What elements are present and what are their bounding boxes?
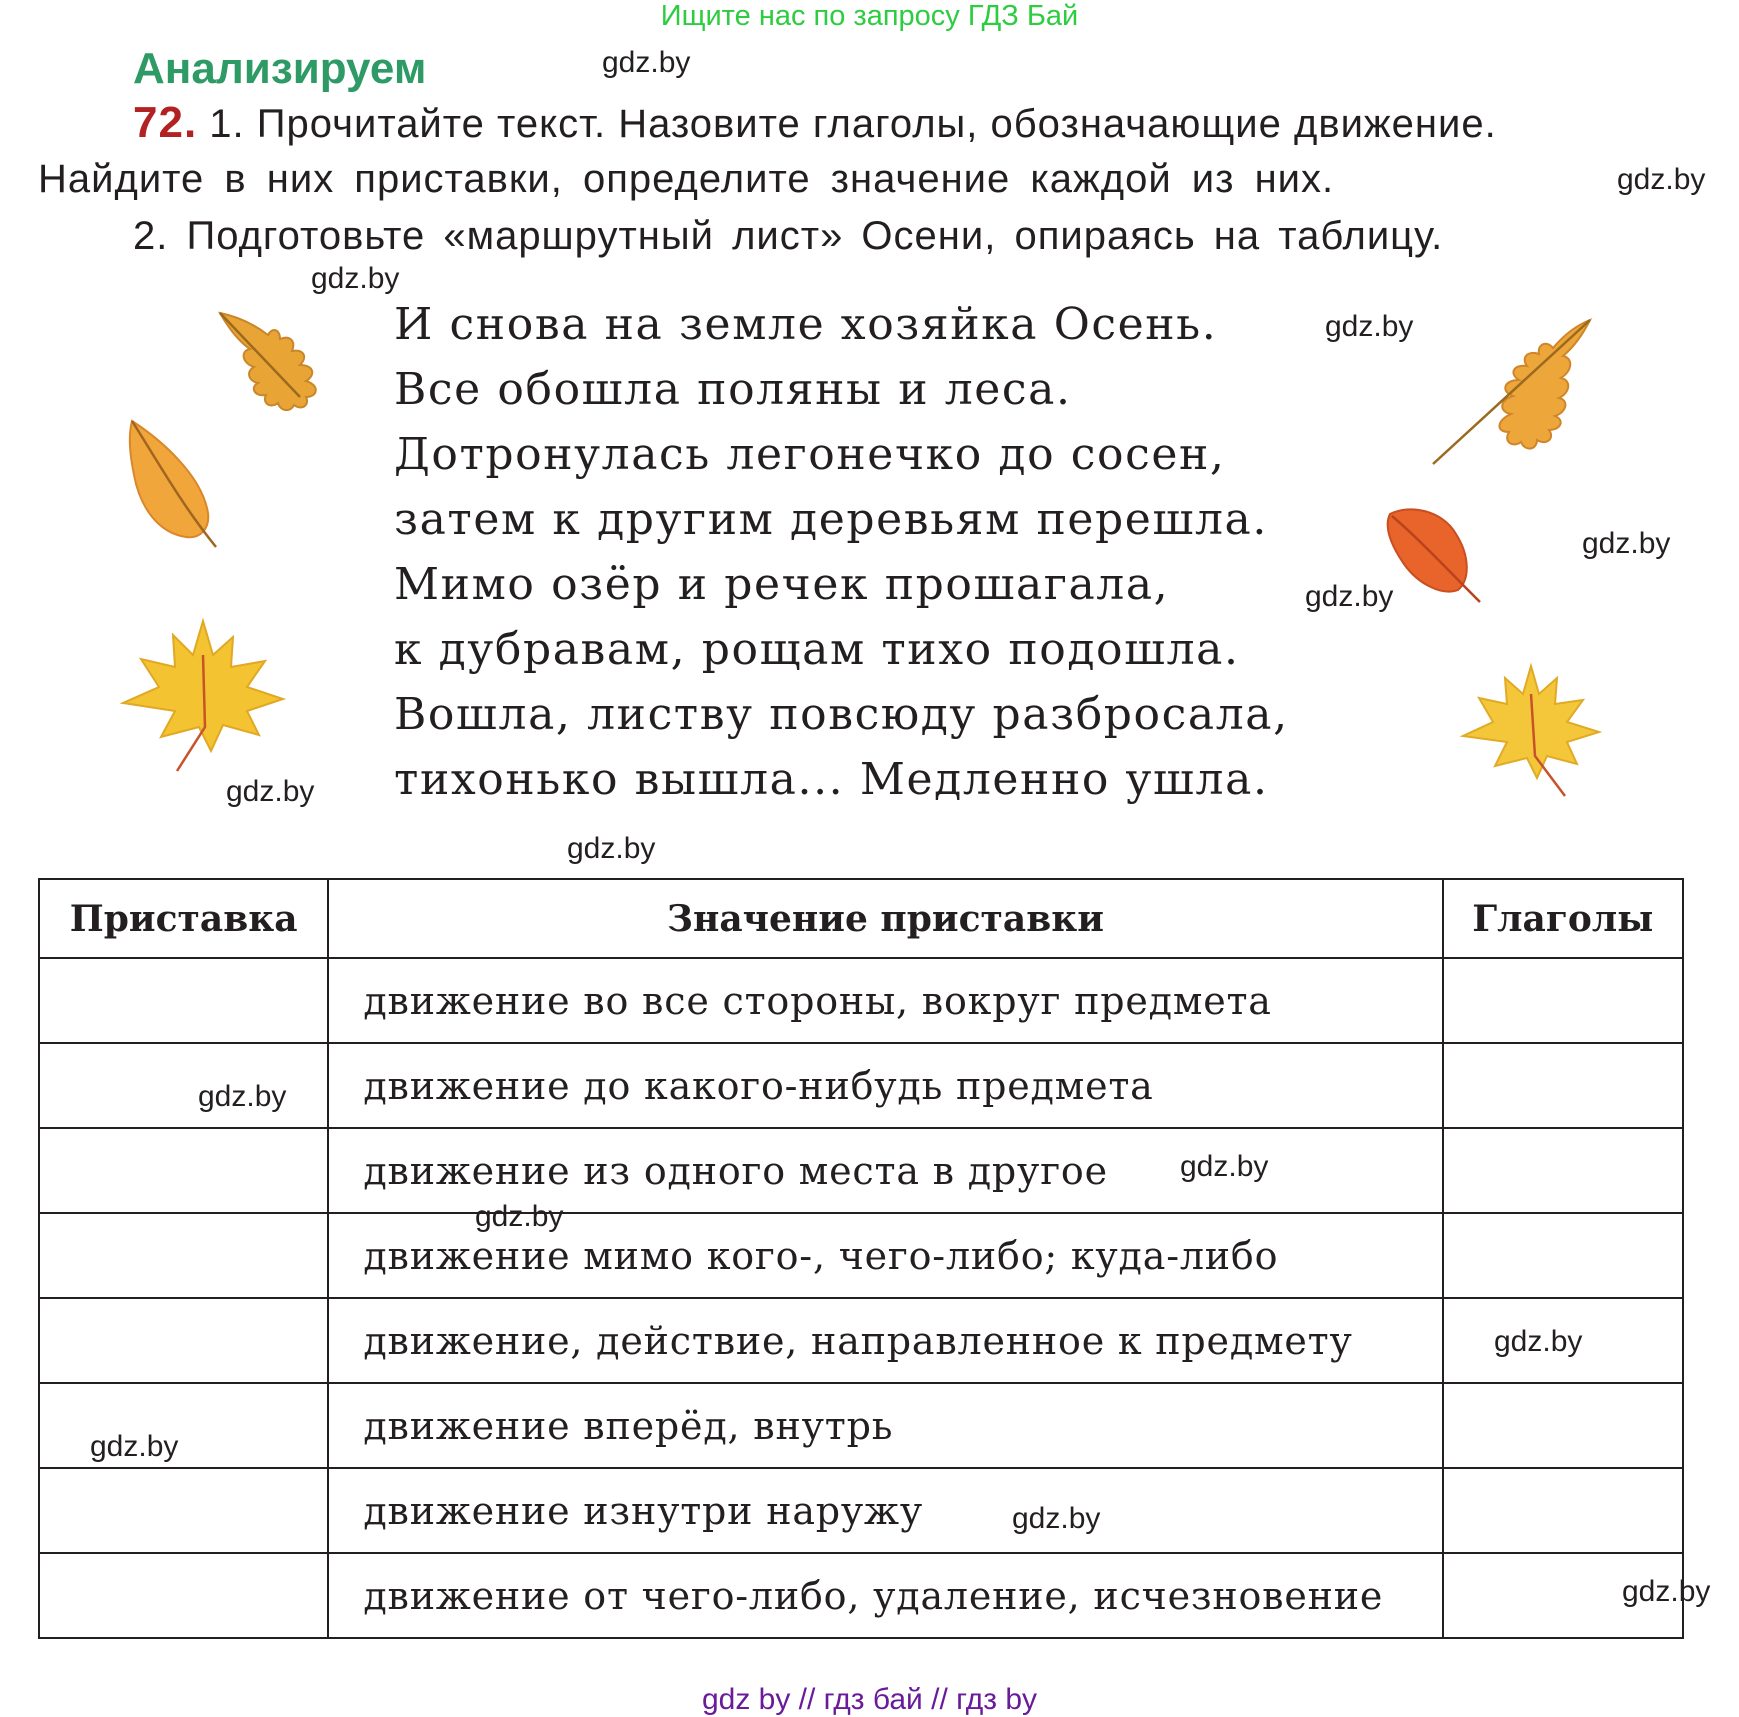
table-row xyxy=(39,1213,1683,1298)
column-header-verbs: Глаголы xyxy=(1443,879,1683,958)
task-number: 72. xyxy=(133,98,198,147)
meaning-cell: движение, действие, направленное к предмету xyxy=(328,1298,1442,1383)
red-leaf-icon xyxy=(1380,500,1485,605)
meaning-cell: движение вперёд, внутрь xyxy=(328,1383,1442,1468)
prefix-cell xyxy=(39,1553,328,1638)
poem xyxy=(394,292,1289,812)
watermark: gdz.by xyxy=(90,1430,179,1463)
meaning-cell: движение от чего-либо, удаление, исчезновение xyxy=(328,1553,1442,1638)
prefix-cell xyxy=(39,1298,328,1383)
watermark: gdz.by xyxy=(1582,527,1671,560)
footer-links: gdz by // гдз бай // гдз by xyxy=(701,1683,1038,1716)
watermark: gdz.by xyxy=(1617,163,1706,196)
table-row xyxy=(39,958,1683,1043)
table-row xyxy=(39,1298,1683,1383)
watermark: gdz.by xyxy=(311,262,400,295)
watermark: gdz.by xyxy=(1180,1150,1269,1183)
prefix-cell xyxy=(39,1383,328,1468)
task-line-1 xyxy=(133,98,1497,148)
verbs-cell xyxy=(1443,1043,1683,1128)
task-text-1: 1. Прочитайте текст. Назовите глаголы, обозначающие движение. xyxy=(209,102,1497,146)
watermark: gdz.by xyxy=(1494,1325,1583,1358)
watermark: gdz.by xyxy=(198,1080,287,1113)
prefix-table xyxy=(38,878,1684,1639)
table-row xyxy=(39,1383,1683,1468)
watermark: gdz.by xyxy=(1325,310,1414,343)
meaning-cell: движение мимо кого-, чего-либо; куда-либо xyxy=(328,1213,1442,1298)
meaning-cell: движение во все стороны, вокруг предмета xyxy=(328,958,1442,1043)
poem-line: тихонько вышла... Медленно ушла. xyxy=(394,754,1269,805)
table-header-row xyxy=(39,879,1683,958)
verbs-cell xyxy=(1443,1213,1683,1298)
watermark: gdz.by xyxy=(1012,1502,1101,1535)
poem-line: Вошла, листву повсюду разбросала, xyxy=(394,689,1289,740)
task-line-3: 2. Подготовьте «маршрутный лист» Осени, опираясь на таблицу. xyxy=(133,214,1444,258)
oak-leaf-icon xyxy=(1425,312,1600,472)
poem-line: затем к другим деревьям перешла. xyxy=(394,494,1268,545)
watermark: gdz.by xyxy=(602,46,691,79)
watermark: gdz.by xyxy=(1622,1575,1711,1608)
watermark: gdz.by xyxy=(475,1200,564,1233)
verbs-cell xyxy=(1443,1468,1683,1553)
meaning-cell: движение изнутри наружу xyxy=(328,1468,1442,1553)
oak-leaf-icon xyxy=(210,305,340,415)
task-line-2: Найдите в них приставки, определите значение каждой из них. xyxy=(38,157,1335,201)
prefix-cell xyxy=(39,958,328,1043)
prefix-cell xyxy=(39,1213,328,1298)
column-header-prefix: Приставка xyxy=(39,879,328,958)
maple-leaf-icon xyxy=(115,615,290,775)
column-header-meaning: Значение приставки xyxy=(328,879,1442,958)
poem-line: к дубравам, рощам тихо подошла. xyxy=(394,624,1240,675)
poem-line: Дотронулась легонечко до сосен, xyxy=(394,429,1226,480)
table-row xyxy=(39,1553,1683,1638)
meaning-cell: движение из одного места в другое xyxy=(328,1128,1442,1213)
verbs-cell xyxy=(1443,1383,1683,1468)
poem-line: Все обошла поляны и леса. xyxy=(394,364,1072,415)
poem-line: Мимо озёр и речек прошагала, xyxy=(394,559,1170,610)
poem-line: И снова на земле хозяйка Осень. xyxy=(394,299,1218,350)
watermark: gdz.by xyxy=(226,775,315,808)
meaning-cell: движение до какого-нибудь предмета xyxy=(328,1043,1442,1128)
table-row xyxy=(39,1468,1683,1553)
verbs-cell xyxy=(1443,958,1683,1043)
table-row xyxy=(39,1128,1683,1213)
watermark: gdz.by xyxy=(1305,580,1394,613)
prefix-cell xyxy=(39,1468,328,1553)
search-banner: Ищите нас по запросу ГДЗ Бай xyxy=(660,0,1079,32)
maple-leaf-icon xyxy=(1455,660,1605,800)
watermark: gdz.by xyxy=(567,832,656,865)
section-title: Анализируем xyxy=(133,44,427,93)
birch-leaf-icon xyxy=(120,415,220,550)
prefix-cell xyxy=(39,1128,328,1213)
verbs-cell xyxy=(1443,1128,1683,1213)
